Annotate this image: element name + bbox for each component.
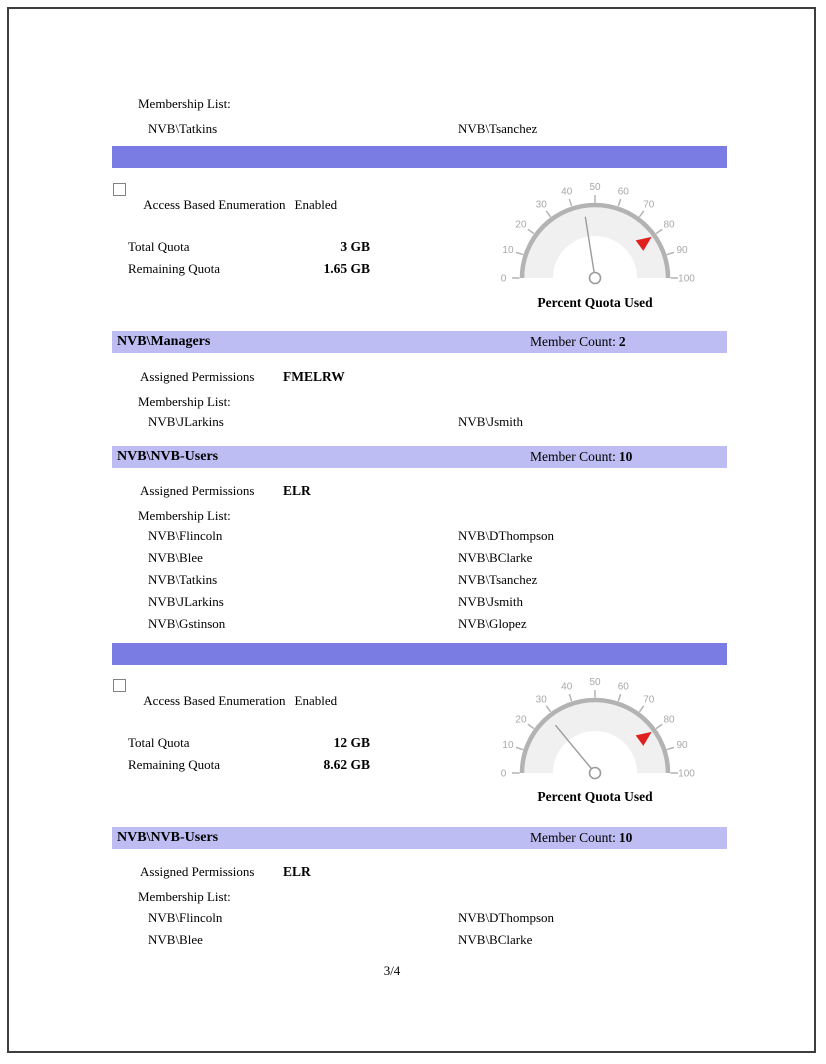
group-bar bbox=[112, 827, 727, 849]
abe-state: Enabled bbox=[294, 693, 338, 708]
svg-text:30: 30 bbox=[535, 694, 547, 706]
svg-text:60: 60 bbox=[617, 681, 629, 693]
member-item: NVB\Tsanchez bbox=[458, 572, 538, 587]
svg-text:90: 90 bbox=[676, 740, 688, 752]
group-name: NVB\NVB-Users bbox=[117, 830, 219, 845]
member-item: NVB\DThompson bbox=[458, 528, 555, 543]
total-quota-value: 3 GB bbox=[340, 239, 370, 254]
group-name: NVB\Managers bbox=[117, 334, 211, 349]
membership-list bbox=[148, 910, 554, 954]
svg-text:100: 100 bbox=[678, 273, 695, 285]
member-count bbox=[530, 827, 632, 849]
svg-text:70: 70 bbox=[643, 199, 655, 211]
svg-text:80: 80 bbox=[663, 714, 675, 726]
group-bar bbox=[112, 331, 727, 353]
assigned-permissions-value: ELR bbox=[283, 483, 311, 498]
assigned-permissions-label: Assigned Permissions bbox=[140, 864, 255, 879]
assigned-permissions-value: FMELRW bbox=[283, 369, 345, 384]
abe-checkbox[interactable] bbox=[113, 679, 126, 692]
assigned-permissions-value: ELR bbox=[283, 864, 311, 879]
svg-text:50: 50 bbox=[589, 677, 601, 688]
member-item: NVB\JLarkins bbox=[148, 414, 224, 429]
member-count bbox=[530, 446, 632, 468]
membership-list-label: Membership List: bbox=[138, 889, 231, 904]
member-item: NVB\Jsmith bbox=[458, 414, 524, 429]
membership-list-label: Membership List: bbox=[138, 394, 231, 409]
member-count-value: 10 bbox=[618, 830, 633, 845]
remaining-quota-label: Remaining Quota bbox=[128, 261, 221, 276]
group-bar bbox=[112, 446, 727, 468]
share-header-forms bbox=[112, 146, 727, 187]
svg-text:40: 40 bbox=[561, 681, 573, 693]
continued-membership-list bbox=[148, 121, 537, 143]
member-count-label: Member Count: bbox=[530, 334, 616, 349]
gauge-pivot bbox=[590, 273, 601, 284]
membership-list bbox=[148, 414, 523, 436]
member-item: NVB\Glopez bbox=[458, 616, 527, 631]
abe-checkbox[interactable] bbox=[113, 183, 126, 196]
svg-text:40: 40 bbox=[561, 186, 573, 198]
abe-row bbox=[131, 678, 337, 723]
member-item: NVB\Blee bbox=[148, 550, 203, 565]
svg-text:50: 50 bbox=[589, 182, 601, 193]
svg-text:0: 0 bbox=[500, 768, 507, 780]
svg-text:0: 0 bbox=[500, 273, 507, 285]
member-item: NVB\Tsanchez bbox=[458, 121, 538, 136]
member-item: NVB\Gstinson bbox=[148, 616, 226, 631]
gauge-pivot bbox=[590, 768, 601, 779]
svg-text:10: 10 bbox=[502, 740, 514, 752]
membership-list bbox=[148, 528, 554, 638]
member-item: NVB\Jsmith bbox=[458, 594, 524, 609]
svg-text:100: 100 bbox=[678, 768, 695, 780]
total-quota-label: Total Quota bbox=[128, 239, 190, 254]
svg-text:10: 10 bbox=[502, 245, 514, 257]
assigned-permissions-label: Assigned Permissions bbox=[140, 483, 255, 498]
svg-text:30: 30 bbox=[535, 199, 547, 211]
member-item: NVB\DThompson bbox=[458, 910, 555, 925]
membership-list-label: Membership List: bbox=[138, 508, 231, 523]
abe-state: Enabled bbox=[294, 197, 338, 212]
remaining-quota-value: 1.65 GB bbox=[323, 261, 370, 276]
member-count bbox=[530, 331, 626, 353]
svg-text:60: 60 bbox=[617, 186, 629, 198]
member-item: NVB\Flincoln bbox=[148, 910, 223, 925]
total-quota-value: 12 GB bbox=[333, 735, 370, 750]
quota-gauge bbox=[495, 677, 695, 785]
member-count-label: Member Count: bbox=[530, 449, 616, 464]
member-item: NVB\JLarkins bbox=[148, 594, 224, 609]
svg-text:20: 20 bbox=[515, 219, 527, 231]
share-path: \\nvb-main.nvb.local\Shares\Home bbox=[132, 667, 356, 684]
gauge-title: Percent Quota Used bbox=[537, 295, 653, 310]
member-item: NVB\Blee bbox=[148, 932, 203, 947]
assigned-permissions-label: Assigned Permissions bbox=[140, 369, 255, 384]
remaining-quota-label: Remaining Quota bbox=[128, 757, 221, 772]
member-item: NVB\Tatkins bbox=[148, 121, 218, 136]
abe-row bbox=[131, 182, 337, 227]
abe-label: Access Based Enumeration bbox=[143, 693, 286, 708]
svg-text:20: 20 bbox=[515, 714, 527, 726]
gauge-title: Percent Quota Used bbox=[537, 789, 653, 804]
member-item: NVB\BClarke bbox=[458, 932, 533, 947]
svg-text:80: 80 bbox=[663, 219, 675, 231]
member-item: NVB\BClarke bbox=[458, 550, 533, 565]
page-number: 3/4 bbox=[383, 963, 401, 978]
svg-text:90: 90 bbox=[676, 245, 688, 257]
quota-gauge bbox=[495, 182, 695, 290]
svg-text:70: 70 bbox=[643, 694, 655, 706]
member-count-value: 10 bbox=[618, 449, 633, 464]
member-item: NVB\Tatkins bbox=[148, 572, 218, 587]
member-item: NVB\Flincoln bbox=[148, 528, 223, 543]
abe-label: Access Based Enumeration bbox=[143, 197, 286, 212]
total-quota-label: Total Quota bbox=[128, 735, 190, 750]
share-path: \\nvb-main.nvb.local\Shares\Forms bbox=[132, 170, 358, 187]
group-name: NVB\NVB-Users bbox=[117, 449, 219, 464]
member-count-value: 2 bbox=[618, 334, 626, 349]
continued-membership-list-label: Membership List: bbox=[138, 96, 231, 111]
member-count-label: Member Count: bbox=[530, 830, 616, 845]
remaining-quota-value: 8.62 GB bbox=[323, 757, 370, 772]
